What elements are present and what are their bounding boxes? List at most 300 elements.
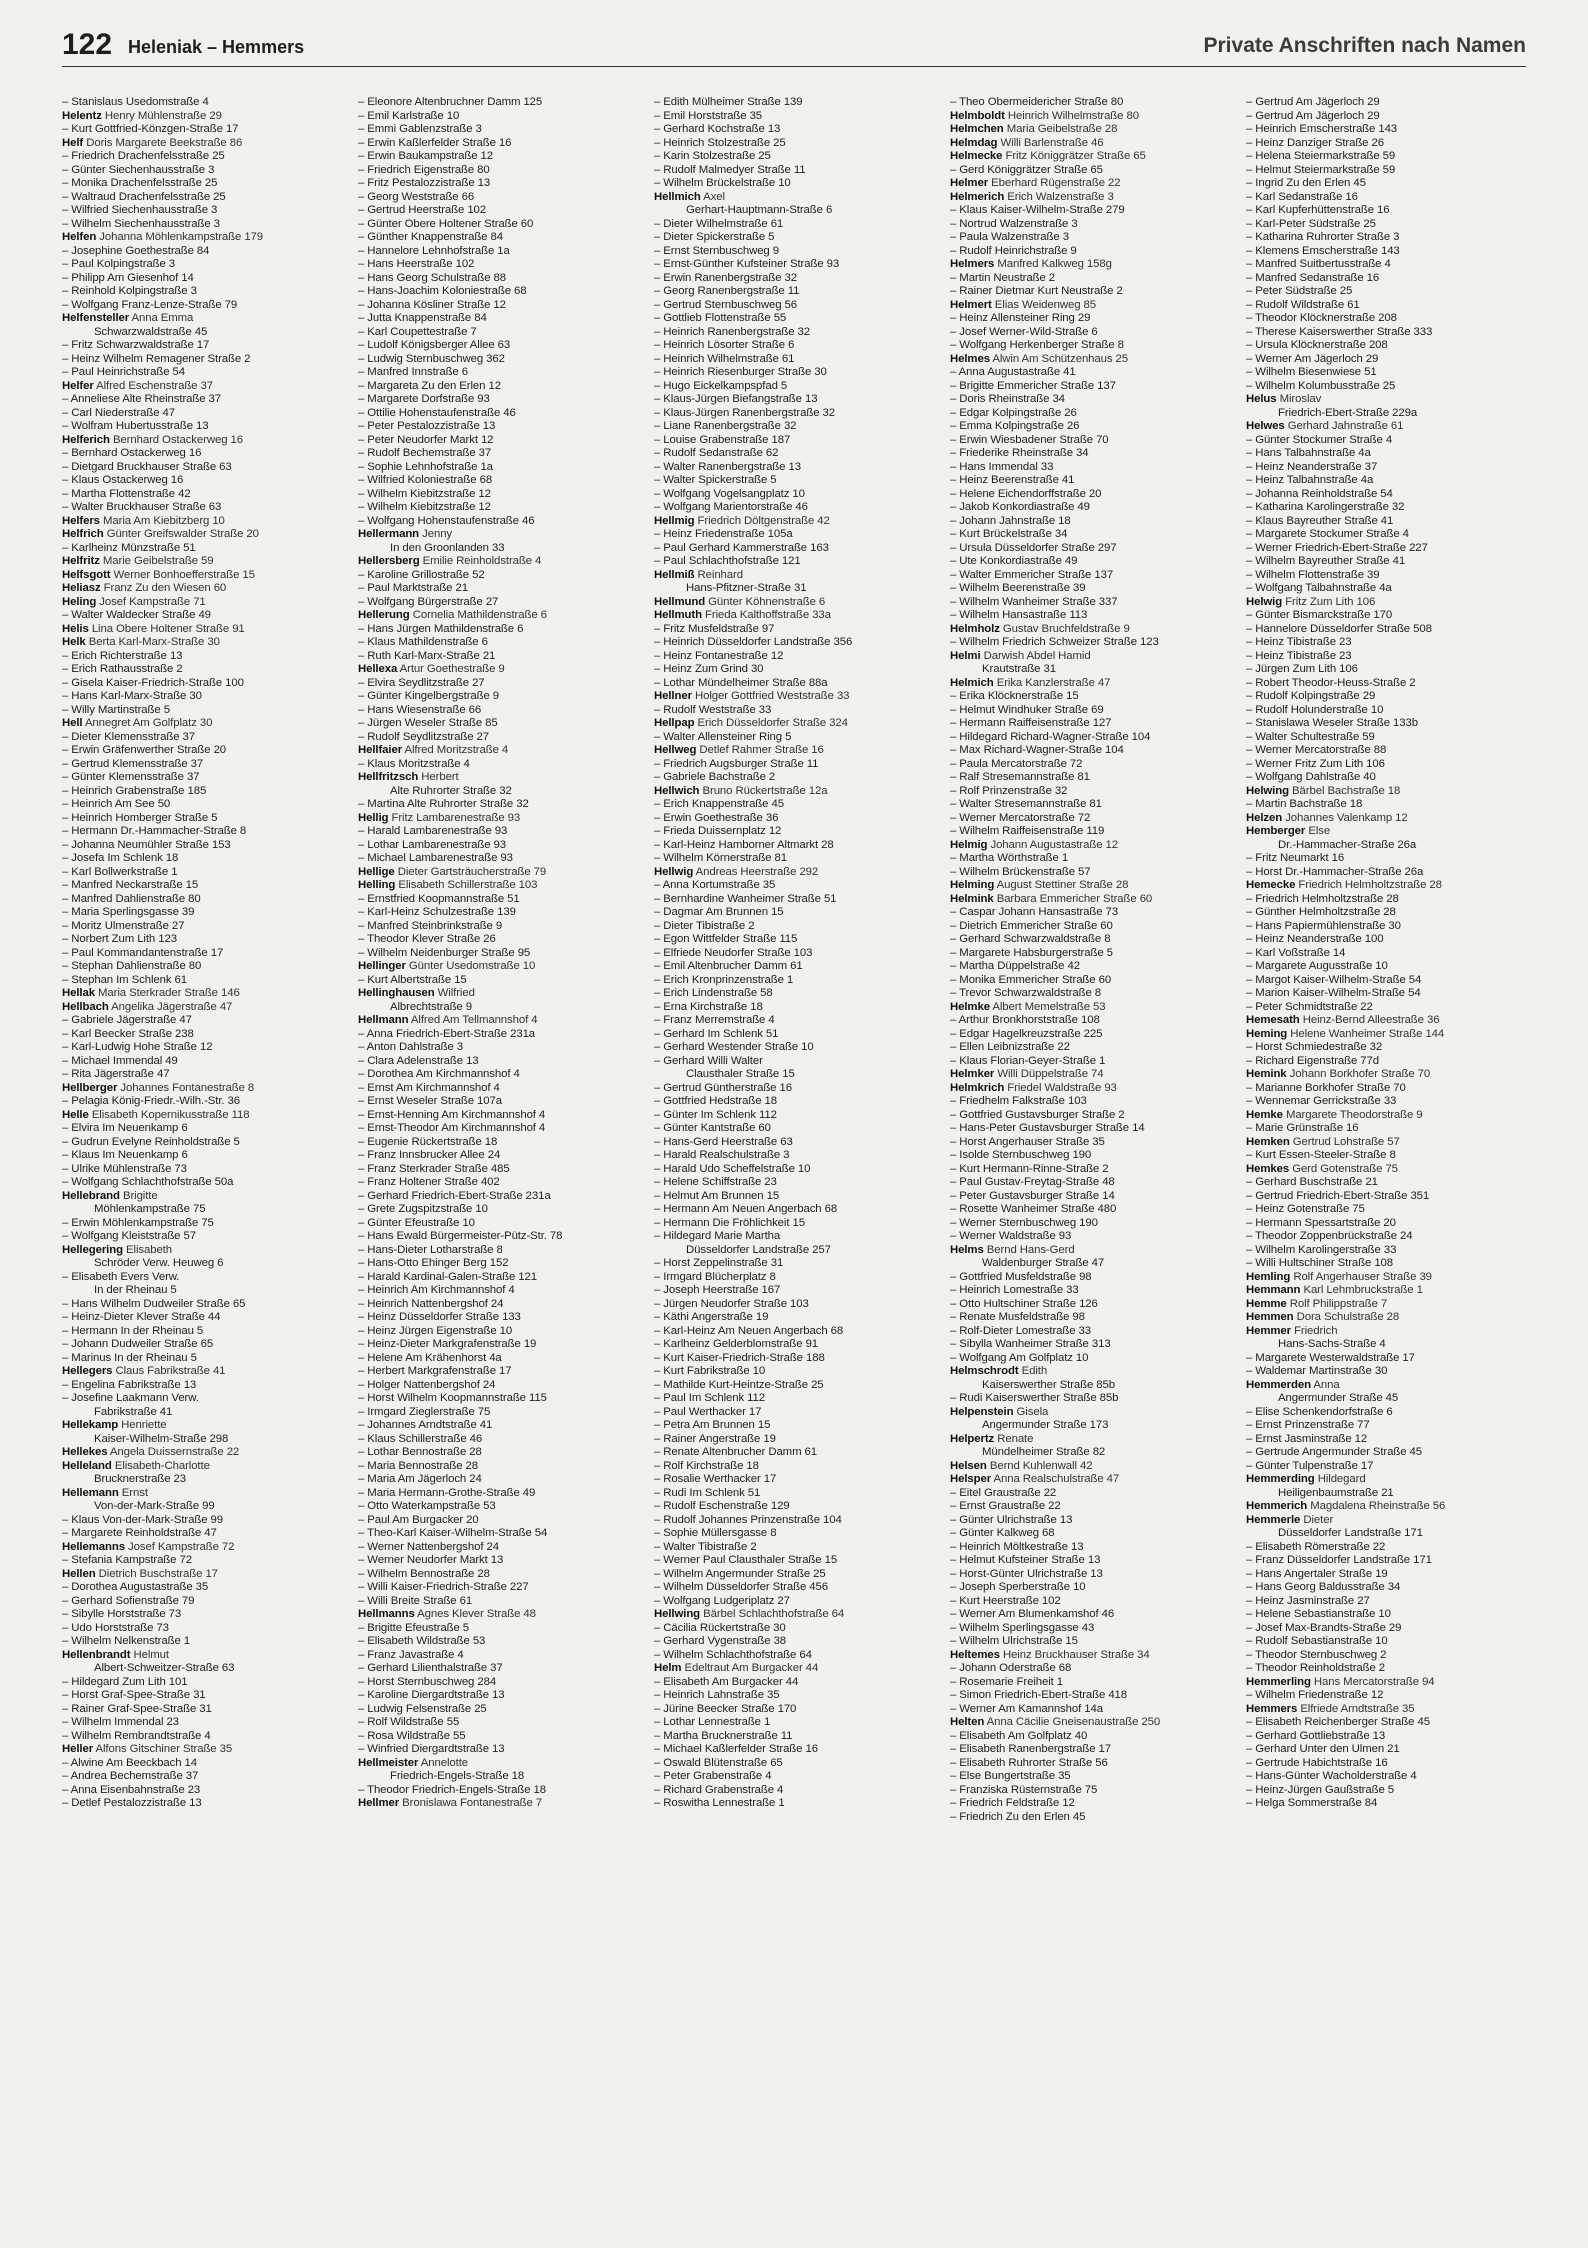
entry-detail: Bernd Kuhlenwall 42 (989, 1459, 1093, 1472)
directory-entry-continuation: Von-der-Mark-Straße 99 (94, 1500, 215, 1512)
directory-entry: – Wilhelm Wanheimer Straße 337 (950, 595, 1118, 608)
surname: Hemesath (1246, 1014, 1300, 1026)
directory-entry: – Franziska Rüsternstraße 75 (950, 1783, 1098, 1796)
directory-entry: – Paul Werthacker 17 (654, 1405, 762, 1418)
directory-entry: – Ludolf Königsberger Allee 63 (358, 339, 511, 351)
directory-entry: – Wolfgang Franz-Lenze-Straße 79 (62, 298, 238, 311)
directory-entry: – Erwin Wiesbadener Straße 70 (950, 433, 1109, 446)
directory-entry: – Günter Ulrichstraße 13 (950, 1513, 1073, 1526)
directory-entry: – Elisabeth Reichenberger Straße 45 (1246, 1716, 1430, 1728)
directory-entry: – Wilhelm Neidenburger Straße 95 (358, 946, 531, 959)
entry-detail: Elisabeth (126, 1243, 172, 1256)
directory-entry: – Marianne Borkhofer Straße 70 (1246, 1081, 1406, 1094)
directory-entry: – Ernst Jasminstraße 12 (1246, 1432, 1368, 1445)
surname: Heliasz (62, 582, 101, 594)
entry-detail: Albert Memelstraße 53 (992, 1000, 1106, 1013)
directory-entry: – Erwin Ranenbergstraße 32 (654, 271, 798, 284)
directory-entry: – Heinrich Riesenburger Straße 30 (654, 366, 827, 378)
directory-entry-continuation: Angermunder Straße 173 (982, 1419, 1109, 1431)
directory-entry: – Günther Helmholtzstraße 28 (1246, 906, 1396, 918)
surname: Hemmerich (1246, 1500, 1308, 1512)
directory-entry: – Dieter Spickerstraße 5 (654, 231, 775, 243)
directory-entry: – Martha Wörthstraße 1 (950, 852, 1069, 864)
surname: Hellekamp (62, 1419, 119, 1431)
directory-entry: – Günter Kalkweg 68 (950, 1527, 1055, 1539)
directory-entry-head (62, 987, 352, 1001)
directory-entry: – Wolfgang Vogelsangplatz 10 (654, 487, 805, 500)
entry-detail: Johannes Fontanestraße 8 (120, 1081, 255, 1094)
directory-entry: – Gerd Königgrätzer Straße 65 (950, 163, 1103, 176)
directory-entry: – Peter Schmidtstraße 22 (1246, 1000, 1373, 1013)
directory-entry-head (950, 137, 1240, 151)
surname: Helferich (62, 433, 110, 446)
directory-entry: – Anton Dahlstraße 3 (358, 1041, 464, 1053)
entry-detail: August Stettiner Straße 28 (996, 879, 1129, 891)
entry-detail: Heinrich Wilhelmstraße 80 (1007, 109, 1139, 122)
directory-entry: – Holger Nattenbergshof 24 (358, 1378, 496, 1391)
directory-entry: – Dieter Klemensstraße 37 (62, 730, 195, 743)
directory-entry: – Wilhelm Brückenstraße 57 (950, 865, 1091, 878)
directory-entry: – Heinrich Am See 50 (62, 798, 171, 810)
directory-entry: – Hannelore Lehnhofstraße 1a (358, 244, 510, 257)
directory-entry: – Willi Hultschiner Straße 108 (1246, 1257, 1394, 1269)
directory-entry-head (1246, 785, 1536, 799)
directory-entry: – Gerhard Westender Straße 10 (654, 1041, 814, 1053)
directory-entry: – Werner Paul Clausthaler Straße 15 (654, 1554, 838, 1566)
surname: Helleland (62, 1459, 112, 1472)
directory-entry-head (950, 1433, 1240, 1447)
directory-entry: – Günter Efeustraße 10 (358, 1216, 475, 1229)
directory-entry: – Hugo Eickelkampspfad 5 (654, 379, 788, 392)
directory-entry: – Peter Südstraße 25 (1246, 285, 1353, 297)
directory-entry: – Heinrich Lahnstraße 35 (654, 1689, 780, 1701)
entry-detail: Erika Kanzlerstraße 47 (996, 676, 1111, 689)
directory-entry: – Edith Mülheimer Straße 139 (654, 96, 803, 108)
directory-entry-head (950, 150, 1240, 164)
directory-entry: – Hans Immendal 33 (950, 460, 1054, 473)
directory-entry: – Wilhelm Karolingerstraße 33 (1246, 1243, 1397, 1256)
directory-entry-head (950, 677, 1240, 691)
directory-entry: – Martha Flottenstraße 42 (62, 487, 191, 500)
directory-entry: – Wolfgang Herkenberger Straße 8 (950, 339, 1124, 351)
directory-entry: – Norbert Zum Lith 123 (62, 933, 177, 945)
surname: Hellmann (358, 1014, 409, 1026)
directory-entry: – Rudi Im Schlenk 51 (654, 1486, 761, 1499)
directory-entry: – Ingrid Zu den Erlen 45 (1246, 177, 1366, 189)
directory-entry: – Ellen Leibnizstraße 22 (950, 1041, 1070, 1053)
directory-entry: – Karoline Grillostraße 52 (358, 568, 485, 581)
directory-entry: – Jakob Konkordiastraße 49 (950, 501, 1090, 513)
directory-entry-head (358, 812, 648, 826)
directory-entry-continuation: Waldenburger Straße 47 (982, 1257, 1105, 1269)
surname: Helmecke (950, 150, 1003, 162)
directory-entry: – Wennemar Gerrickstraße 33 (1246, 1095, 1397, 1107)
directory-entry: – Herbert Markgrafenstraße 17 (358, 1365, 512, 1377)
directory-entry: – Günther Knappenstraße 84 (358, 231, 503, 243)
page-number: 122 (62, 28, 113, 61)
surname: Hellige (358, 865, 395, 878)
directory-entry: – Hans Georg Schulstraße 88 (358, 271, 506, 284)
directory-entry: – Theodor Klöcknerstraße 208 (1246, 312, 1397, 324)
directory-entry: – Hans Papiermühlenstraße 30 (1246, 919, 1401, 932)
directory-entry-head (950, 353, 1240, 367)
directory-entry: – Klaus Florian-Geyer-Straße 1 (950, 1054, 1106, 1067)
directory-entry: – Rolf Prinzenstraße 32 (950, 784, 1068, 797)
directory-entry-head (1246, 420, 1536, 434)
directory-entry: – Gabriele Jägerstraße 47 (62, 1014, 192, 1026)
directory-entry: – Alwine Am Beeckbach 14 (62, 1756, 198, 1769)
directory-entry-head (358, 1757, 648, 1771)
directory-entry-head (950, 258, 1240, 272)
directory-entry: – Wolfgang Hohenstaufenstraße 46 (358, 514, 535, 527)
directory-entry: – Kurt Fabrikstraße 10 (654, 1365, 766, 1377)
directory-entry: – Michael Lambarenestraße 93 (358, 852, 513, 864)
directory-entry: – Heinz Neanderstraße 100 (1246, 933, 1384, 945)
surname: Helling (358, 879, 396, 891)
directory-entry: – Horst-Günter Ulrichstraße 13 (950, 1567, 1103, 1580)
surname: Hellwing (654, 1608, 701, 1620)
directory-entry: – Georg Ranenbergstraße 11 (654, 285, 800, 297)
surname: Hellersberg (358, 555, 420, 567)
entry-detail: Maria Am Kiebitzberg 10 (103, 514, 225, 527)
entry-detail: Hildegard (1317, 1473, 1366, 1485)
directory-entry-head (654, 690, 944, 704)
surname: Helfer (62, 379, 94, 392)
directory-entry-continuation: Schröder Verw. Heuweg 6 (94, 1257, 224, 1269)
directory-entry: – Manfred Innstraße 6 (358, 366, 468, 378)
surname: Helle (62, 1108, 89, 1121)
directory-entry: – Heinz Zum Grind 30 (654, 663, 764, 675)
surname: Helmi (950, 649, 981, 662)
directory-entry: – Katharina Karolingerstraße 32 (1246, 501, 1405, 513)
directory-entry: – Anna Kortumstraße 35 (654, 879, 776, 891)
directory-entry: – Rudolf Sedanstraße 62 (654, 447, 779, 459)
directory-entry: – Ernstfried Koopmannstraße 51 (358, 892, 520, 905)
directory-entry: – Wilhelm Kolumbusstraße 25 (1246, 379, 1396, 392)
entry-detail: Bernd Hans-Gerd (986, 1243, 1075, 1256)
directory-entry: – Wilhelm Siechenhausstraße 3 (62, 217, 220, 230)
surname: Helfen (62, 231, 97, 243)
entry-detail: Lina Obere Holtener Straße 91 (91, 622, 245, 635)
entry-detail: Artur Goethestraße 9 (399, 663, 505, 675)
directory-entry-head (654, 785, 944, 799)
directory-entry: – Hildegard Zum Lith 101 (62, 1675, 188, 1688)
surname: Hellner (654, 690, 692, 702)
directory-entry: – Heinrich Möltkestraße 13 (950, 1540, 1084, 1553)
directory-entry: – Wilhelm Schlachthofstraße 64 (654, 1648, 812, 1661)
directory-entry-head (1246, 879, 1536, 893)
directory-entry: – Rolf Wildstraße 55 (358, 1716, 460, 1728)
surname: Hellekes (62, 1446, 108, 1458)
directory-entry-continuation: Dr.-Hammacher-Straße 26a (1278, 838, 1417, 851)
surname: Helus (1246, 393, 1277, 405)
directory-entry: – Maria Hermann-Grothe-Straße 49 (358, 1486, 536, 1499)
directory-entry: – Wilfried Siechenhausstraße 3 (62, 204, 218, 216)
directory-entry-head (62, 1568, 352, 1582)
directory-entry-continuation: In den Groonlanden 33 (390, 541, 505, 554)
directory-entry: – Wilhelm Ulrichstraße 15 (950, 1635, 1078, 1647)
directory-entry: – Erich Richterstraße 13 (62, 649, 183, 662)
directory-entry: – Ulrike Mühlenstraße 73 (62, 1162, 187, 1175)
directory-entry: – Ursula Düsseldorfer Straße 297 (950, 541, 1117, 554)
directory-entry: – Klaus Kaiser-Wilhelm-Straße 279 (950, 204, 1125, 216)
directory-entry: – Wilhelm Bennostraße 28 (358, 1567, 490, 1580)
directory-entry-head (654, 717, 944, 731)
directory-entry: – Karl Voßstraße 14 (1246, 946, 1346, 959)
directory-entry: – Kurt Hermann-Rinne-Straße 2 (950, 1162, 1109, 1175)
directory-entry: – Kurt Gottfried-Könzgen-Straße 17 (62, 123, 239, 135)
surname: Hemke (1246, 1108, 1283, 1121)
directory-entry: – Heinz Jasminstraße 27 (1246, 1594, 1370, 1607)
directory-entry-head (1246, 1379, 1536, 1393)
directory-entry: – Hildegard Marie Martha (654, 1230, 781, 1242)
directory-entry-head (1246, 1676, 1536, 1690)
directory-entry: – Franz Innsbrucker Allee 24 (358, 1149, 501, 1161)
directory-entry-head (62, 110, 352, 124)
directory-entry: – Klaus-Jürgen Ranenbergstraße 32 (654, 406, 835, 419)
directory-entry: – Gisela Kaiser-Friedrich-Straße 100 (62, 676, 244, 689)
directory-entry-head (950, 299, 1240, 313)
directory-entry: – Harald Kardinal-Galen-Straße 121 (358, 1270, 537, 1283)
directory-entry: – Dorothea Am Kirchmannshof 4 (358, 1068, 520, 1080)
directory-entry-head (358, 987, 648, 1001)
directory-entry-head (950, 191, 1240, 205)
surname: Hemken (1246, 1135, 1290, 1148)
directory-entry: – Karl Beecker Straße 238 (62, 1027, 194, 1040)
entry-detail: Günter Köhnenstraße 6 (708, 595, 826, 608)
directory-entry: – Werner Fritz Zum Lith 106 (1246, 757, 1385, 770)
directory-entry-head (62, 636, 352, 650)
surname: Heller (62, 1743, 94, 1755)
surname: Helzen (1246, 811, 1283, 824)
directory-entry-head (1246, 1136, 1536, 1150)
entry-detail: Johanna Möhlenkampstraße 179 (99, 231, 264, 243)
directory-entry: – Waldemar Martinstraße 30 (1246, 1365, 1388, 1377)
directory-entry: – Wilhelm Brückelstraße 10 (654, 177, 791, 189)
directory-entry: – Wolfgang Kleiststraße 57 (62, 1230, 196, 1242)
directory-entry: – Sibylle Horststraße 73 (62, 1608, 182, 1620)
directory-entry: – Heinz Friedenstraße 105a (654, 528, 793, 540)
directory-entry: – Gerhard Vygenstraße 38 (654, 1635, 787, 1647)
directory-entry: – Lothar Lennestraße 1 (654, 1716, 771, 1728)
directory-entry: – Heinrich Lomestraße 33 (950, 1284, 1079, 1296)
directory-entry: – Pelagia König-Friedr.-Wilh.-Str. 36 (62, 1095, 240, 1107)
directory-entry: – Caspar Johann Hansastraße 73 (950, 906, 1118, 918)
directory-entry: – Klaus Im Neuenkamp 6 (62, 1149, 188, 1161)
directory-entry: – Margot Kaiser-Wilhelm-Straße 54 (1246, 973, 1422, 986)
directory-entry: – Wilhelm Nelkenstraße 1 (62, 1635, 191, 1647)
entry-detail: Dieter (1303, 1513, 1334, 1526)
directory-entry-head (62, 1419, 352, 1433)
directory-entry: – Heinz Gotenstraße 75 (1246, 1203, 1365, 1215)
directory-entry: – Emil Karlstraße 10 (358, 109, 460, 122)
directory-entry: – Josef Werner-Wild-Straße 6 (950, 325, 1098, 338)
directory-entry: – Emmi Gablenzstraße 3 (358, 123, 482, 135)
directory-entry-head (358, 663, 648, 677)
directory-entry: – Therese Kaiserswerther Straße 333 (1246, 325, 1433, 338)
directory-entry: – Gottlieb Flottenstraße 55 (654, 312, 787, 324)
surname: Helfsgott (62, 568, 111, 581)
directory-entry: – Dagmar Am Brunnen 15 (654, 906, 784, 918)
surname: Hemmers (1246, 1702, 1298, 1715)
directory-entry: – Gerhard Friedrich-Ebert-Straße 231a (358, 1189, 551, 1202)
directory-entry: – Marinus In der Rheinau 5 (62, 1351, 197, 1364)
directory-entry: – Heinrich Ranenbergstraße 32 (654, 325, 811, 338)
directory-entry-head (62, 1365, 352, 1379)
directory-entry: – Engelina Fabrikstraße 13 (62, 1378, 197, 1391)
entry-detail: Johannes Valenkamp 12 (1285, 811, 1408, 824)
directory-entry-head (1246, 1311, 1536, 1325)
entry-detail: Doris Margarete Beekstraße 86 (86, 136, 243, 149)
page-header (62, 26, 1526, 67)
surname: Hellmich (654, 190, 701, 203)
directory-entry: – Detlef Pestalozzistraße 13 (62, 1797, 202, 1809)
directory-entry-continuation: Hans-Sachs-Straße 4 (1278, 1338, 1386, 1350)
directory-entry: – Martin Bachstraße 18 (1246, 798, 1363, 810)
directory-entry: – Heinz-Jürgen Gaußstraße 5 (1246, 1783, 1394, 1796)
directory-entry: – Philipp Am Giesenhof 14 (62, 271, 194, 284)
directory-entry: – Helmut Steiermarkstraße 59 (1246, 163, 1396, 176)
directory-entry: – Helene Am Krähenhorst 4a (358, 1351, 502, 1364)
directory-entry-head (950, 1649, 1240, 1663)
directory-entry: – Rosemarie Freiheit 1 (950, 1675, 1064, 1688)
directory-entry-continuation: Kaiserswerther Straße 85b (982, 1378, 1115, 1391)
directory-entry: – Otto Hultschiner Straße 126 (950, 1297, 1098, 1310)
directory-entry: – Monika Drachenfelsstraße 25 (62, 177, 218, 189)
entry-detail: Werner Bonhoefferstraße 15 (113, 568, 255, 581)
entry-detail: Franz Zu den Wiesen 60 (103, 582, 227, 594)
directory-entry: – Gottfried Gustavsburger Straße 2 (950, 1108, 1125, 1121)
directory-entry: – Ludwig Felsenstraße 25 (358, 1702, 487, 1715)
directory-entry: – Käthi Angerstraße 19 (654, 1311, 769, 1323)
directory-entry: – Klaus Mathildenstraße 6 (358, 636, 488, 648)
directory-entry: – Ursula Klöcknerstraße 208 (1246, 339, 1388, 351)
surname: Helfritz (62, 555, 100, 567)
directory-entry: – Günter Stockumer Straße 4 (1246, 433, 1393, 446)
directory-entry: – Theodor Sternbuschweg 2 (1246, 1648, 1387, 1661)
entry-detail: Andreas Heerstraße 292 (695, 865, 819, 878)
directory-entry: – Wilhelm Hansastraße 113 (950, 609, 1088, 621)
directory-entry: – Hans Georg Baldusstraße 34 (1246, 1581, 1401, 1593)
directory-entry: – Ernst Sternbuschweg 9 (654, 244, 779, 257)
surname: Hellfaier (358, 744, 403, 756)
surname: Hemme (1246, 1297, 1287, 1310)
directory-entry: – Werner Sternbuschweg 190 (950, 1216, 1098, 1229)
directory-entry-head (62, 582, 352, 596)
entry-detail: Alfons Gitschiner Straße 35 (95, 1743, 233, 1755)
directory-entry: – Renate Musfeldstraße 98 (950, 1311, 1085, 1323)
surname: Hellmiß (654, 568, 695, 581)
directory-entry: – Paul Gustav-Freytag-Straße 48 (950, 1176, 1115, 1188)
directory-entry: – Richard Eigenstraße 77d (1246, 1054, 1379, 1067)
directory-entry: – Willy Martinstraße 5 (62, 703, 170, 716)
directory-entry: – Friedrich Augsburger Straße 11 (654, 757, 819, 770)
directory-entry: – Heinrich Nattenbergshof 24 (358, 1297, 504, 1310)
directory-entry: – Jürgen Neudorfer Straße 103 (654, 1297, 809, 1310)
directory-entry: – Theo-Karl Kaiser-Wilhelm-Straße 54 (358, 1527, 548, 1539)
directory-entry: – Friedrich Zu den Erlen 45 (950, 1810, 1086, 1823)
directory-entry: – Gertrud Güntherstraße 16 (654, 1081, 792, 1094)
directory-entry-head (358, 609, 648, 623)
directory-entry: – Elise Schenkendorfstraße 6 (1246, 1405, 1393, 1418)
directory-column-2 (358, 96, 648, 2236)
directory-entry: – Werner Am Jägerloch 29 (1246, 352, 1379, 365)
surname: Hemmerding (1246, 1473, 1315, 1485)
directory-entry: – Udo Horststraße 73 (62, 1621, 169, 1634)
directory-entry: – Heinz Jürgen Eigenstraße 10 (358, 1324, 513, 1337)
directory-entry: – Rudolf Weststraße 33 (654, 703, 772, 716)
surname: Hemmen (1246, 1311, 1294, 1323)
surname: Hemink (1246, 1068, 1287, 1080)
directory-entry: – Ruth Karl-Marx-Straße 21 (358, 649, 496, 662)
directory-entry: – Günter Kingelbergstraße 9 (358, 690, 500, 702)
directory-column-1 (62, 96, 352, 2236)
directory-entry: – Wilhelm Friedenstraße 12 (1246, 1689, 1384, 1701)
directory-entry: – Friedrich Eigenstraße 80 (358, 163, 490, 176)
directory-entry: – Elisabeth Wildstraße 53 (358, 1635, 486, 1647)
entry-detail: Holger Gottfried Weststraße 33 (695, 690, 850, 702)
directory-entry: – Gerhard Willi Walter (654, 1054, 763, 1067)
directory-entry: – Horst Schmiedestraße 32 (1246, 1041, 1383, 1053)
directory-entry: – Paul Heinrichstraße 54 (62, 366, 185, 378)
entry-detail: Henriette (121, 1419, 167, 1431)
directory-entry: – Emma Kolpingstraße 26 (950, 420, 1080, 432)
directory-entry-head (358, 771, 648, 785)
directory-entry-head (62, 1109, 352, 1123)
directory-entry: – Ludwig Sternbuschweg 362 (358, 352, 505, 365)
directory-entry-continuation: Clausthaler Straße 15 (686, 1068, 795, 1080)
directory-entry: – Gerhard Unter den Ulmen 21 (1246, 1743, 1400, 1755)
directory-entry: – Karl-Ludwig Hohe Straße 12 (62, 1041, 213, 1053)
directory-entry: – Peter Gustavsburger Straße 14 (950, 1189, 1115, 1202)
directory-entry: – Anna Friedrich-Ebert-Straße 231a (358, 1027, 536, 1040)
directory-entry: – Horst Graf-Spee-Straße 31 (62, 1689, 206, 1701)
directory-entry: – Wilhelm Raiffeisenstraße 119 (950, 825, 1105, 837)
directory-entry: – Helmut Windhuker Straße 69 (950, 703, 1104, 716)
directory-entry: – Elfriede Neudorfer Straße 103 (654, 946, 813, 959)
directory-entry: – Brigitte Emmericher Straße 137 (950, 379, 1116, 392)
directory-entry: – Josefa Im Schlenk 18 (62, 852, 179, 864)
directory-entry: – Helene Eichendorffstraße 20 (950, 487, 1102, 500)
directory-entry: – Werner Waldstraße 93 (950, 1230, 1072, 1242)
directory-entry: – Fritz Neumarkt 16 (1246, 852, 1345, 864)
directory-entry: – Friedrich Helmholtzstraße 28 (1246, 892, 1399, 905)
directory-entry-head (950, 1001, 1240, 1015)
directory-entry: – Rosalie Werthacker 17 (654, 1473, 777, 1485)
directory-entry-continuation: Düsseldorfer Landstraße 171 (1278, 1527, 1423, 1539)
directory-entry: – Renate Altenbrucher Damm 61 (654, 1446, 817, 1458)
entry-detail: Alfred Moritzstraße 4 (404, 744, 509, 756)
directory-entry-head (950, 1473, 1240, 1487)
directory-entry: – Hans Wiesenstraße 66 (358, 703, 482, 716)
directory-entry: – Eugenie Rückertstraße 18 (358, 1135, 498, 1148)
entry-detail: Renate (997, 1432, 1034, 1445)
entry-detail: Friedel Waldstraße 93 (1007, 1081, 1117, 1094)
surname: Helmchen (950, 123, 1004, 135)
directory-entry: – Rolf-Dieter Lomestraße 33 (950, 1324, 1092, 1337)
surname: Helmes (950, 352, 990, 365)
surname: Hemberger (1246, 825, 1306, 837)
directory-entry-head (950, 1716, 1240, 1730)
surname: Helten (950, 1716, 985, 1728)
entry-detail: Dora Schulstraße 28 (1296, 1311, 1400, 1323)
directory-entry: – Rudolf Johannes Prinzenstraße 104 (654, 1513, 842, 1526)
surname: Helfers (62, 514, 100, 527)
directory-entry-continuation: Friedrich-Engels-Straße 18 (390, 1770, 525, 1782)
directory-entry: – Werner Friedrich-Ebert-Straße 227 (1246, 541, 1428, 554)
directory-entry-continuation: Fabrikstraße 41 (94, 1405, 173, 1418)
directory-entry-head (62, 1190, 352, 1204)
